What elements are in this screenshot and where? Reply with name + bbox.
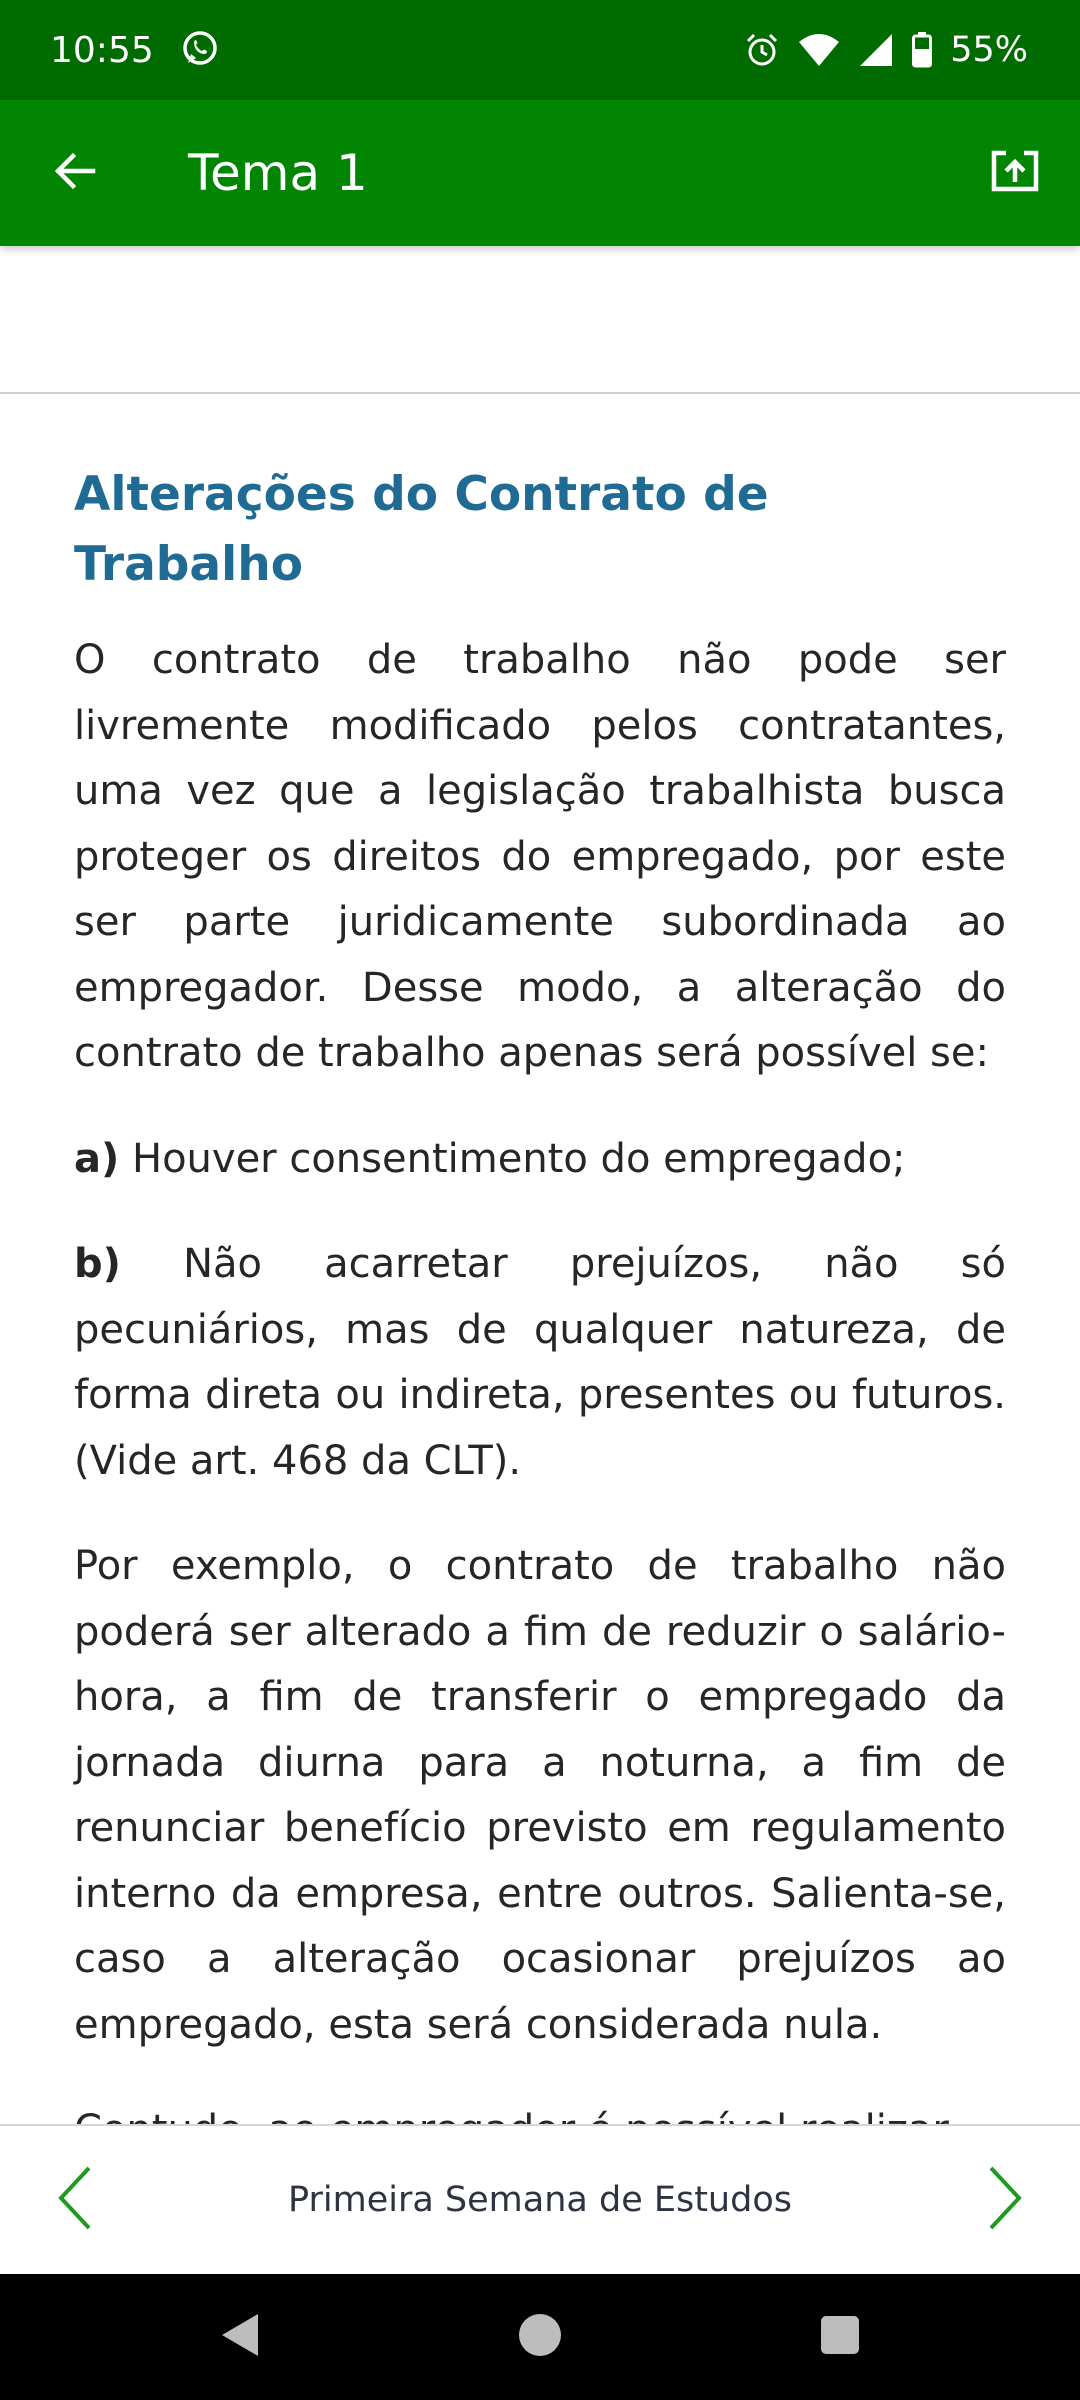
previous-button[interactable] [0, 2125, 150, 2275]
back-button[interactable] [0, 100, 150, 246]
item-b-label: b) [74, 1241, 121, 1287]
paragraph-intro: O contrato de trabalho não pode ser livremente modificado pelos contratantes, uma vez que a legislação trabalhista busca proteger os direitos do empregado, por este ser parte juridicamente subordinada ao empregador. Desse modo, a alteração do contrato de trabalho apenas será possível se: [74, 637, 1006, 1076]
bottom-navigation [0, 2124, 1080, 2274]
article-heading: Alterações do Contrato de Trabalho [74, 467, 769, 592]
content-divider [0, 392, 1080, 394]
content-top-spacer [0, 246, 1080, 392]
item-a-text: Houver consentimento do empregado; [119, 1135, 906, 1182]
share-icon [990, 149, 1040, 198]
arrow-left-icon [53, 149, 97, 198]
list-item-b [74, 1232, 1006, 1494]
page-title: Tema 1 [188, 144, 368, 202]
list-item-a [74, 1127, 1006, 1193]
item-a-label: a) [74, 1135, 120, 1182]
section-label: Primeira Semana de Estudos [288, 2180, 792, 2220]
chevron-right-icon [985, 2165, 1025, 2236]
status-left [50, 28, 220, 73]
chevron-left-icon [55, 2165, 95, 2236]
whatsapp-icon [180, 28, 220, 73]
status-bar [0, 0, 1080, 100]
back-triangle-icon [218, 2312, 262, 2363]
paragraph-example: Por exemplo, o contrato de trabalho não poderá ser alterado a fim de reduzir o salário-hora, a fim de transferir o empregado da jornada diurna para a noturna, a fim de renunciar benefício previsto em regulamento interno da empresa, entre outros. Salienta-se, caso a alteração ocasionar prejuízos ao empregado, esta será considerada nula. [74, 1543, 1006, 2048]
battery-icon [912, 32, 932, 68]
home-circle-icon [517, 2312, 563, 2363]
battery-percent: 55% [950, 30, 1028, 70]
next-button[interactable] [930, 2125, 1080, 2275]
app-bar [0, 100, 1080, 246]
article-content[interactable] [74, 460, 1006, 2124]
recents-square-icon [820, 2315, 860, 2360]
alarm-icon [744, 32, 780, 68]
item-b-text: Não acarretar prejuízos, não só pecuniários, mas de qualquer natureza, de forma direta ou indireta, presentes ou futuros. (Vide art. 468 da CLT). [74, 1241, 1006, 1484]
status-time: 10:55 [50, 29, 154, 71]
status-right [744, 30, 1028, 70]
wifi-icon [798, 33, 840, 67]
system-recents-button[interactable] [690, 2274, 990, 2400]
system-navigation-bar [0, 2274, 1080, 2400]
system-home-button[interactable] [390, 2274, 690, 2400]
system-back-button[interactable] [90, 2274, 390, 2400]
signal-icon [858, 32, 894, 68]
share-button[interactable] [950, 100, 1080, 246]
